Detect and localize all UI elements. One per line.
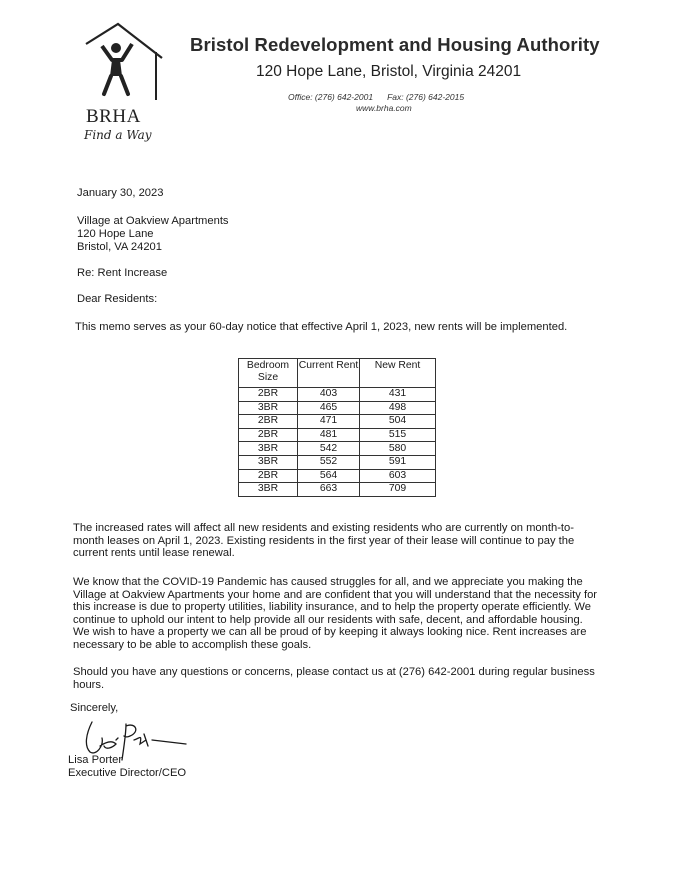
body-paragraph-covid: We know that the COVID-19 Pandemic has caused struggles for all, and we appreciate you making the Village at Oakview Apartments your home and are confident that you will understand that the necessity for this increase is due to property utilities, liability insurance, and to help the property operate efficiently. We continue to uphold our intent to help provide all our residents with safe, decent, and affordable housing. We wish to have a property we can all be proud of by keeping it always looking nice. Rent increases are necessary to be able to accomplish these goals.	[73, 576, 598, 651]
column-header: Bedroom Size	[239, 359, 298, 388]
rent-table	[238, 358, 436, 497]
fax-number: Fax: (276) 642-2015	[387, 92, 465, 102]
table-cell: 2BR	[239, 388, 298, 402]
recipient-line-2: 120 Hope Lane	[77, 228, 154, 240]
table-cell: 403	[298, 388, 360, 402]
letter-date: January 30, 2023	[77, 187, 164, 199]
table-row	[239, 401, 436, 415]
table-cell: 591	[360, 455, 436, 469]
recipient-line-3: Bristol, VA 24201	[77, 241, 162, 253]
table-row	[239, 483, 436, 497]
table-cell: 431	[360, 388, 436, 402]
table-cell: 709	[360, 483, 436, 497]
table-row	[239, 469, 436, 483]
table-cell: 498	[360, 401, 436, 415]
intro-paragraph: This memo serves as your 60-day notice that effective April 1, 2023, new rents will be implemented.	[75, 321, 568, 333]
signer-name: Lisa Porter	[68, 754, 123, 766]
house-figure-icon	[80, 22, 175, 112]
recipient-line-1: Village at Oakview Apartments	[77, 215, 229, 227]
column-header: New Rent	[360, 359, 436, 388]
table-cell: 481	[298, 428, 360, 442]
table-cell: 465	[298, 401, 360, 415]
table-cell: 2BR	[239, 469, 298, 483]
organization-website: www.brha.com	[356, 103, 412, 113]
logo-tagline: Find a Way	[84, 128, 152, 142]
table-cell: 3BR	[239, 442, 298, 456]
closing: Sincerely,	[70, 702, 119, 714]
table-cell: 552	[298, 455, 360, 469]
table-cell: 515	[360, 428, 436, 442]
logo-text: BRHA	[86, 106, 141, 127]
salutation: Dear Residents:	[77, 293, 158, 305]
organization-address: 120 Hope Lane, Bristol, Virginia 24201	[256, 63, 522, 80]
table-cell: 3BR	[239, 455, 298, 469]
table-row	[239, 388, 436, 402]
organization-name: Bristol Redevelopment and Housing Authority	[190, 34, 600, 55]
table-row	[239, 442, 436, 456]
table-cell: 2BR	[239, 415, 298, 429]
table-cell: 580	[360, 442, 436, 456]
table-cell: 603	[360, 469, 436, 483]
table-cell: 3BR	[239, 483, 298, 497]
brha-logo	[80, 22, 175, 152]
table-cell: 504	[360, 415, 436, 429]
table-cell: 471	[298, 415, 360, 429]
subject-line: Re: Rent Increase	[77, 267, 168, 279]
table-cell: 663	[298, 483, 360, 497]
office-phone: Office: (276) 642-2001	[288, 92, 374, 102]
signer-title: Executive Director/CEO	[68, 767, 187, 779]
table-cell: 3BR	[239, 401, 298, 415]
table-header-row	[239, 359, 436, 388]
table-row	[239, 455, 436, 469]
table-cell: 564	[298, 469, 360, 483]
table-cell: 542	[298, 442, 360, 456]
body-paragraph-lease-terms: The increased rates will affect all new residents and existing residents who are currently on month-to-month leases on April 1, 2023. Existing residents in the first year of their lease will continue to pay the current rents until lease renewal.	[73, 522, 575, 560]
table-row	[239, 428, 436, 442]
table-cell: 2BR	[239, 428, 298, 442]
body-paragraph-contact: Should you have any questions or concerns, please contact us at (276) 642-2001 during regular business hours.	[73, 666, 595, 691]
column-header: Current Rent	[298, 359, 360, 388]
organization-contact	[288, 92, 478, 102]
table-row	[239, 415, 436, 429]
